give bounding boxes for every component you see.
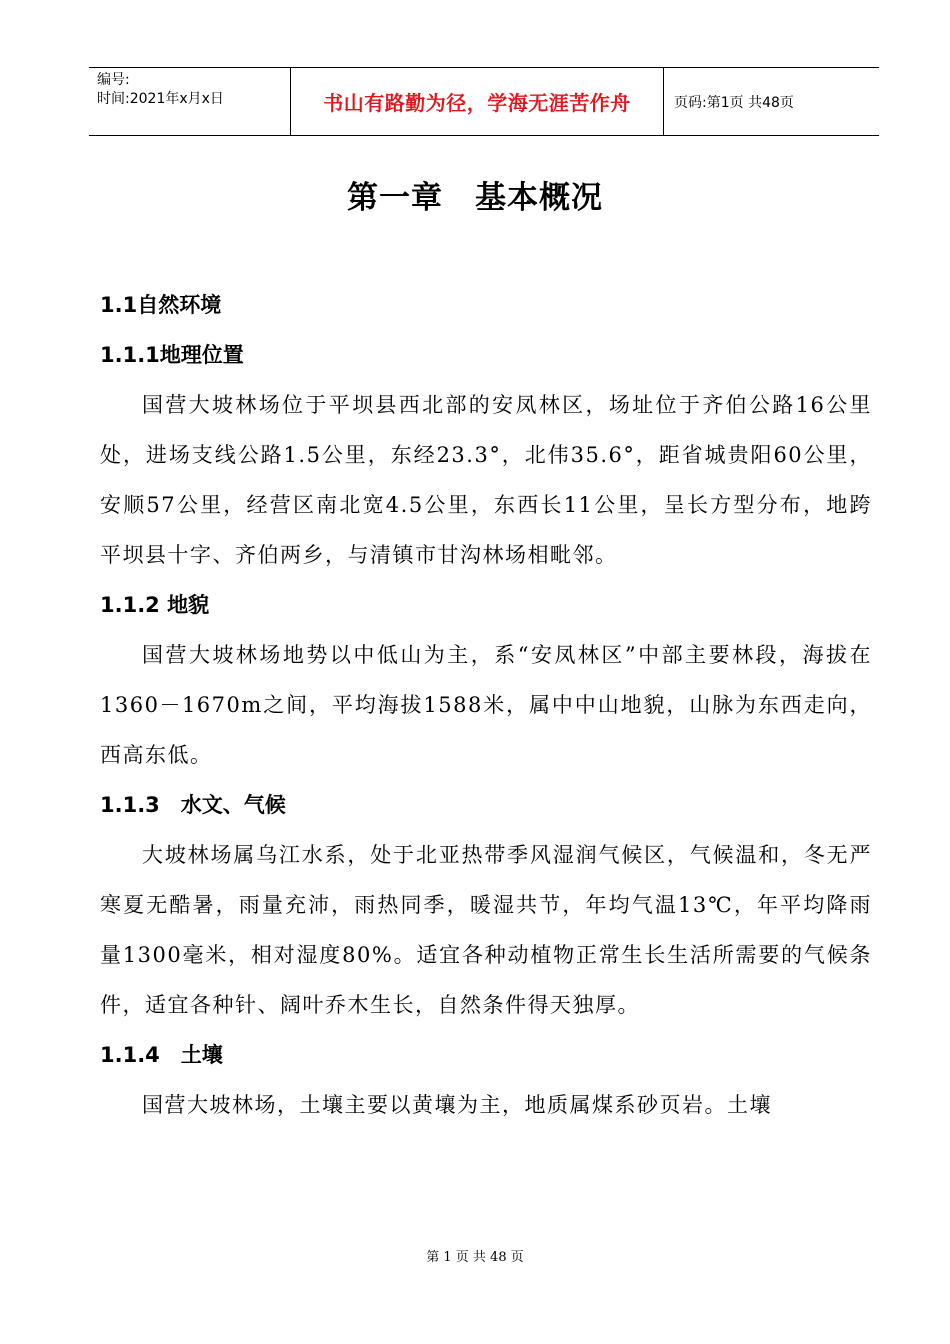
header-page-cell (664, 68, 879, 135)
chapter-title: 第一章 基本概况 (347, 180, 603, 216)
page-header (89, 67, 879, 136)
page-footer: 第 1 页 共 48 页 (426, 1250, 524, 1265)
header-meta (89, 68, 291, 135)
section-heading-1-1-3: 1.1.3 水文、气候 (100, 793, 286, 817)
paragraph-climate: 大坡林场属乌江水系，处于北亚热带季风湿润气候区，气候温和，冬无严寒夏无酷暑，雨量充沛，雨热同季，暖湿共节，年均气温13℃，年平均降雨量1300毫米，相对湿度80%。适宜各种动植物正常生长生活所需要的气候条件，适宜各种针、阔叶乔木生长，自然条件得天独厚。 (100, 843, 872, 1017)
document-body (100, 280, 872, 1130)
header-motto: 书山有路勤为径，学海无涯苦作舟 (323, 91, 631, 115)
header-time-label: 时间:2021年x月x日 (97, 91, 224, 107)
section-heading-1-1-4: 1.1.4 土壤 (100, 1043, 223, 1067)
section-heading-1-1-1: 1.1.1地理位置 (100, 343, 244, 367)
paragraph-landform: 国营大坡林场地势以中低山为主，系“安凤林区”中部主要林段，海拔在1360－1670m之间，平均海拔1588米，属中中山地貌，山脉为东西走向，西高东低。 (100, 643, 872, 767)
paragraph-location: 国营大坡林场位于平坝县西北部的安凤林区，场址位于齐伯公路16公里处，进场支线公路1.5公里，东经23.3°，北伟35.6°，距省城贵阳60公里，安顺57公里，经营区南北宽4.5公里，东西长11公里，呈长方型分布，地跨平坝县十字、齐伯两乡，与清镇市甘沟林场相毗邻。 (100, 393, 872, 567)
header-page-label: 页码:第1页 共48页 (674, 94, 794, 111)
header-id-label: 编号: (97, 72, 130, 88)
section-heading-1-1-2: 1.1.2 地貌 (100, 593, 210, 617)
section-heading-1-1: 1.1自然环境 (100, 293, 222, 317)
header-motto-cell (291, 68, 664, 135)
paragraph-soil: 国营大坡林场，土壤主要以黄壤为主，地质属煤系砂页岩。土壤 (142, 1093, 772, 1117)
